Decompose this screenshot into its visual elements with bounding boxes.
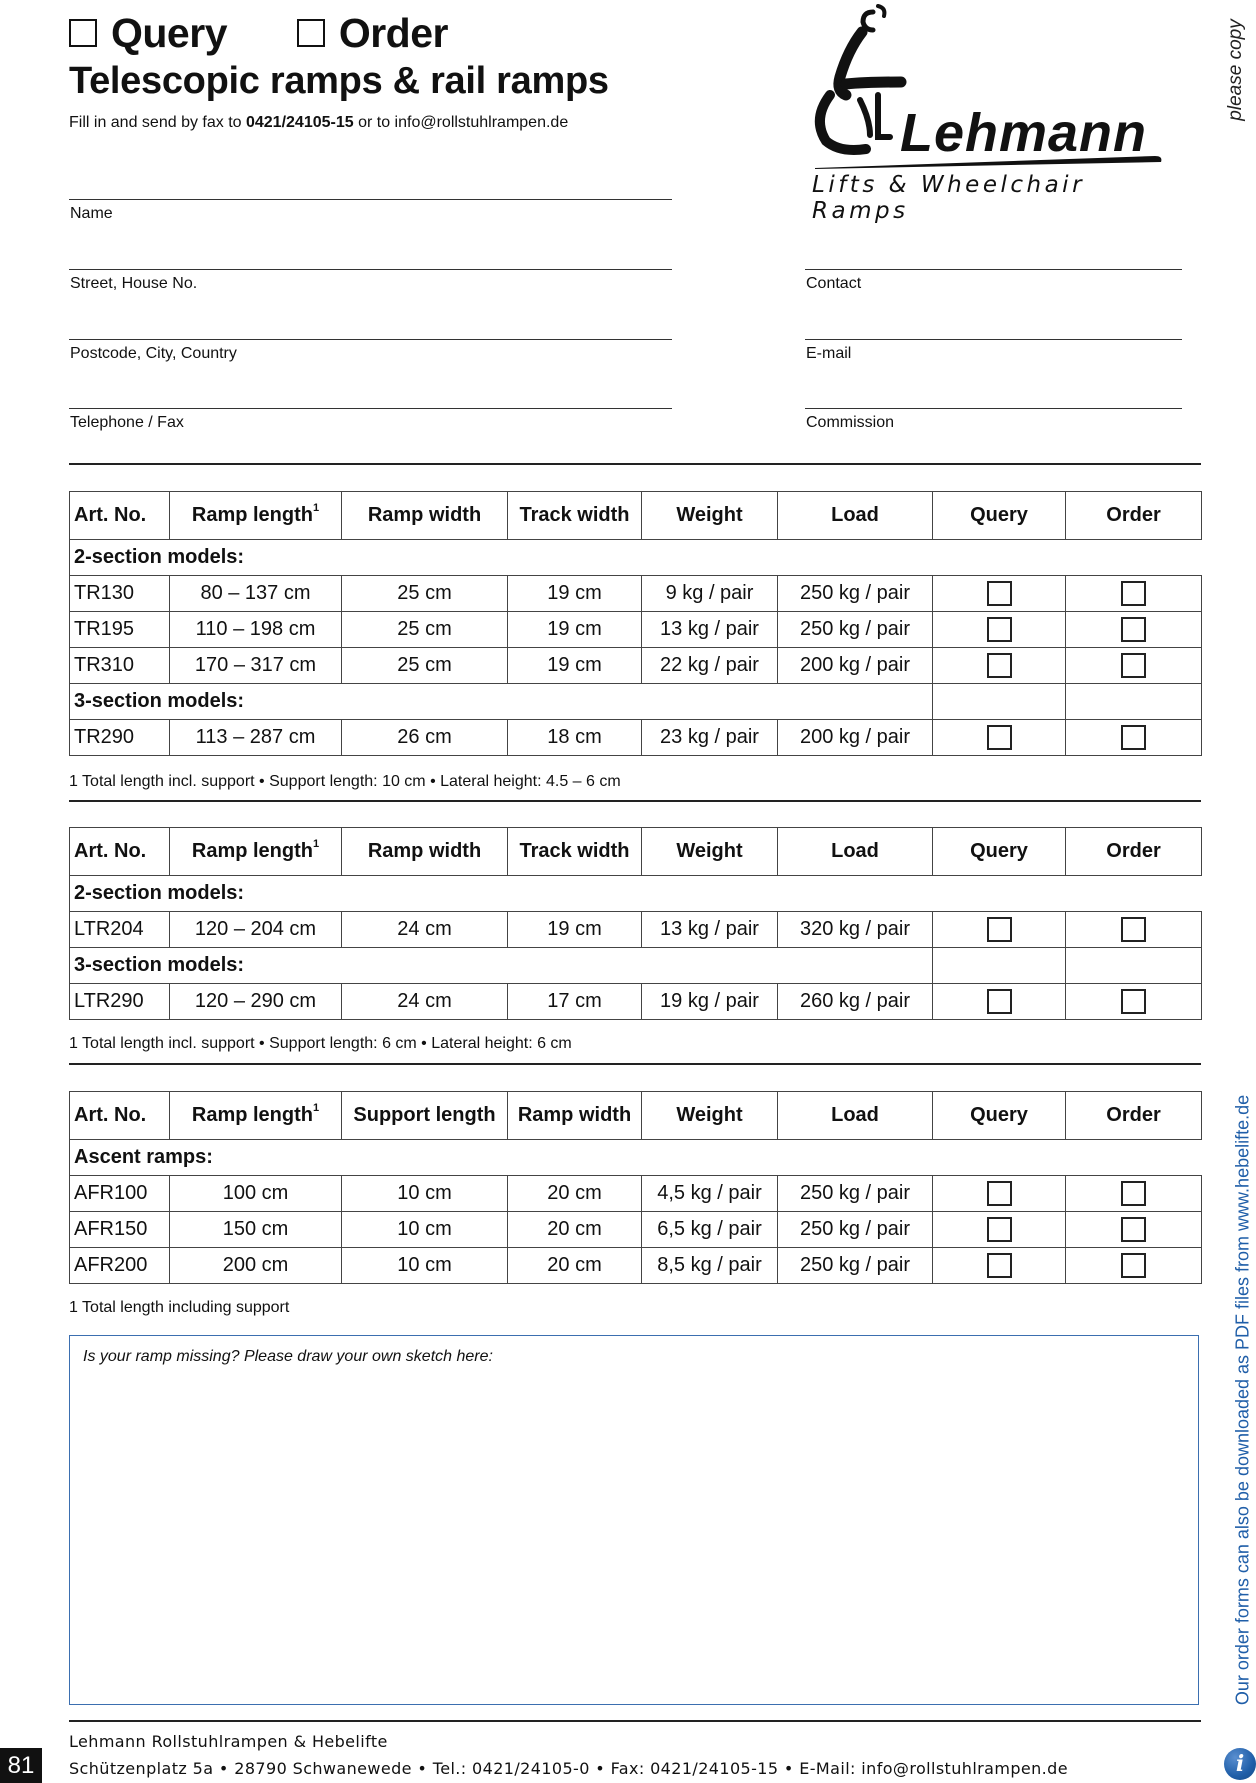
col-art-no: Art. No. — [70, 1092, 170, 1140]
track-width: 17 cm — [508, 984, 642, 1020]
track-width: 19 cm — [508, 612, 642, 648]
commission-field-line[interactable] — [805, 408, 1182, 409]
table-header-row — [70, 828, 1202, 876]
divider — [69, 800, 1201, 802]
col-weight: Weight — [642, 828, 778, 876]
instructions-prefix: Fill in and send by fax to — [69, 114, 246, 131]
section-row — [70, 684, 1202, 720]
section-title: Ascent ramps: — [70, 1140, 1202, 1176]
art-no: TR195 — [70, 612, 170, 648]
order-cell — [1066, 648, 1202, 684]
section-title: 2-section models: — [70, 876, 1202, 912]
table-header-row — [70, 1092, 1202, 1140]
load: 250 kg / pair — [778, 576, 933, 612]
order-cell — [1066, 912, 1202, 948]
col-query: Query — [933, 1092, 1066, 1140]
lehmann-logo — [800, 0, 1170, 224]
weight: 13 kg / pair — [642, 612, 778, 648]
col-ramp-length: Ramp length$^1$ — [170, 492, 342, 540]
col-load: Load — [778, 492, 933, 540]
order-cell — [1066, 612, 1202, 648]
load: 250 kg / pair — [778, 612, 933, 648]
instructions — [69, 114, 568, 132]
postcode-label: Postcode, City, Country — [70, 345, 237, 362]
art-no: AFR150 — [70, 1212, 170, 1248]
col-ramp-width: Ramp width — [342, 492, 508, 540]
email-field-line[interactable] — [805, 339, 1182, 340]
query-cell — [933, 576, 1066, 612]
track-width: 19 cm — [508, 576, 642, 612]
please-copy-note: please copy — [1225, 19, 1246, 121]
order-checkbox[interactable] — [1121, 653, 1146, 678]
art-no: TR130 — [70, 576, 170, 612]
footer-address: Schützenplatz 5a • 28790 Schwanewede • Tel.: 0421/24105-0 • Fax: 0421/24105-15 • E-Mail: info@rollstuhlrampen.de — [69, 1759, 1068, 1778]
table-row — [70, 912, 1202, 948]
telephone-label: Telephone / Fax — [70, 414, 184, 431]
query-cell — [933, 1212, 1066, 1248]
order-checkbox[interactable] — [1121, 989, 1146, 1014]
query-checkbox[interactable] — [987, 653, 1012, 678]
table-row — [70, 984, 1202, 1020]
empty-cell — [1066, 684, 1202, 720]
table-2-footnote: 1 Total length incl. support • Support length: 6 cm • Lateral height: 6 cm — [69, 1035, 572, 1052]
ramp-width: 26 cm — [342, 720, 508, 756]
col-load: Load — [778, 828, 933, 876]
col-order: Order — [1066, 492, 1202, 540]
postcode-field-line[interactable] — [69, 339, 672, 340]
order-checkbox[interactable] — [1121, 617, 1146, 642]
order-cell — [1066, 984, 1202, 1020]
ramp-length: 80 – 137 cm — [170, 576, 342, 612]
logo-swoosh — [815, 152, 1165, 172]
order-checkbox[interactable] — [1121, 1217, 1146, 1242]
weight: 19 kg / pair — [642, 984, 778, 1020]
col-query: Query — [933, 492, 1066, 540]
query-checkbox[interactable] — [987, 581, 1012, 606]
art-no: AFR100 — [70, 1176, 170, 1212]
query-checkbox[interactable] — [987, 1217, 1012, 1242]
query-cell — [933, 1248, 1066, 1284]
ramp-width: 20 cm — [508, 1248, 642, 1284]
col-weight: Weight — [642, 492, 778, 540]
query-checkbox[interactable] — [69, 10, 111, 56]
instructions-mid: or to — [353, 114, 395, 131]
load: 200 kg / pair — [778, 720, 933, 756]
section-row — [70, 540, 1202, 576]
query-cell — [933, 984, 1066, 1020]
rail-ramps-table — [69, 827, 1202, 1020]
table-row — [70, 576, 1202, 612]
section-row — [70, 876, 1202, 912]
order-checkbox-box[interactable] — [297, 19, 325, 47]
section-row — [70, 948, 1202, 984]
query-checkbox[interactable] — [987, 725, 1012, 750]
name-field-line[interactable] — [69, 199, 672, 200]
support-length: 10 cm — [342, 1176, 508, 1212]
col-order: Order — [1066, 828, 1202, 876]
weight: 22 kg / pair — [642, 648, 778, 684]
load: 320 kg / pair — [778, 912, 933, 948]
support-length: 10 cm — [342, 1248, 508, 1284]
footer-divider — [69, 1720, 1201, 1722]
weight: 13 kg / pair — [642, 912, 778, 948]
ramp-length: 150 cm — [170, 1212, 342, 1248]
order-checkbox[interactable] — [1121, 1253, 1146, 1278]
table-header-row — [70, 492, 1202, 540]
ramp-length: 113 – 287 cm — [170, 720, 342, 756]
weight: 6,5 kg / pair — [642, 1212, 778, 1248]
col-track-width: Track width — [508, 492, 642, 540]
query-cell — [933, 912, 1066, 948]
col-ramp-width: Ramp width — [508, 1092, 642, 1140]
load: 250 kg / pair — [778, 1176, 933, 1212]
table-row — [70, 1176, 1202, 1212]
order-checkbox[interactable] — [1121, 581, 1146, 606]
name-label: Name — [70, 205, 113, 222]
order-checkbox[interactable] — [1121, 725, 1146, 750]
table-row — [70, 1212, 1202, 1248]
info-icon: i — [1224, 1748, 1256, 1780]
empty-cell — [1066, 948, 1202, 984]
weight: 9 kg / pair — [642, 576, 778, 612]
track-width: 19 cm — [508, 648, 642, 684]
commission-label: Commission — [806, 414, 895, 431]
section-title: 3-section models: — [70, 948, 933, 984]
order-cell — [1066, 1176, 1202, 1212]
contact-field-line[interactable] — [805, 269, 1182, 270]
sketch-area[interactable] — [69, 1335, 1199, 1705]
order-cell — [1066, 720, 1202, 756]
query-cell — [933, 1176, 1066, 1212]
order-checkbox[interactable] — [1121, 917, 1146, 942]
order-cell — [1066, 1212, 1202, 1248]
page-number: 81 — [0, 1748, 42, 1783]
ramp-length: 170 – 317 cm — [170, 648, 342, 684]
header-request-type — [69, 10, 448, 57]
load: 250 kg / pair — [778, 1248, 933, 1284]
download-note: Our order forms can also be downloaded as PDF files from www.hebelifte.de — [1232, 1094, 1253, 1706]
track-width: 19 cm — [508, 912, 642, 948]
weight: 8,5 kg / pair — [642, 1248, 778, 1284]
telephone-field-line[interactable] — [69, 408, 672, 409]
logo-brand: Lehmann — [900, 103, 1148, 163]
query-checkbox[interactable] — [987, 989, 1012, 1014]
section-row — [70, 1140, 1202, 1176]
table-1-footnote: 1 Total length incl. support • Support length: 10 cm • Lateral height: 4.5 – 6 cm — [69, 773, 621, 790]
col-ramp-length: Ramp length$^1$ — [170, 1092, 342, 1140]
table-row — [70, 720, 1202, 756]
ramp-length: 110 – 198 cm — [170, 612, 342, 648]
table-row — [70, 648, 1202, 684]
logo-tagline: Lifts & Wheelchair Ramps — [812, 172, 1086, 224]
query-cell — [933, 720, 1066, 756]
contact-label: Contact — [806, 275, 862, 292]
table-3-footnote: 1 Total length including support — [69, 1299, 290, 1316]
load: 250 kg / pair — [778, 1212, 933, 1248]
order-checkbox[interactable] — [1121, 1181, 1146, 1206]
col-query: Query — [933, 828, 1066, 876]
ramp-length: 120 – 204 cm — [170, 912, 342, 948]
load: 260 kg / pair — [778, 984, 933, 1020]
query-checkbox-box[interactable] — [69, 19, 97, 47]
ramp-width: 24 cm — [342, 912, 508, 948]
query-cell — [933, 612, 1066, 648]
col-ramp-length: Ramp length$^1$ — [170, 828, 342, 876]
table-row — [70, 1248, 1202, 1284]
ramp-width: 20 cm — [508, 1212, 642, 1248]
ramp-width: 20 cm — [508, 1176, 642, 1212]
col-art-no: Art. No. — [70, 492, 170, 540]
empty-cell — [933, 684, 1066, 720]
ramp-length: 120 – 290 cm — [170, 984, 342, 1020]
page-title: Telescopic ramps & rail ramps — [69, 60, 609, 102]
ascent-ramps-table — [69, 1091, 1202, 1284]
query-cell — [933, 648, 1066, 684]
col-weight: Weight — [642, 1092, 778, 1140]
telescopic-ramps-table — [69, 491, 1202, 756]
weight: 23 kg / pair — [642, 720, 778, 756]
street-label: Street, House No. — [70, 275, 198, 292]
col-load: Load — [778, 1092, 933, 1140]
sketch-prompt: Is your ramp missing? Please draw your own sketch here: — [83, 1348, 493, 1365]
col-ramp-width: Ramp width — [342, 828, 508, 876]
empty-cell — [933, 948, 1066, 984]
query-checkbox[interactable] — [987, 1181, 1012, 1206]
divider — [69, 463, 1201, 465]
art-no: TR290 — [70, 720, 170, 756]
ramp-width: 24 cm — [342, 984, 508, 1020]
table-row — [70, 612, 1202, 648]
art-no: LTR204 — [70, 912, 170, 948]
query-checkbox[interactable] — [987, 917, 1012, 942]
ramp-length: 100 cm — [170, 1176, 342, 1212]
order-label: Order — [338, 10, 448, 56]
query-checkbox[interactable] — [987, 1253, 1012, 1278]
col-support-length: Support length — [342, 1092, 508, 1140]
col-track-width: Track width — [508, 828, 642, 876]
art-no: AFR200 — [70, 1248, 170, 1284]
section-title: 2-section models: — [70, 540, 1202, 576]
order-checkbox[interactable] — [297, 10, 339, 56]
support-length: 10 cm — [342, 1212, 508, 1248]
footer-company: Lehmann Rollstuhlrampen & Hebelifte — [69, 1732, 388, 1751]
email-address: info@rollstuhlrampen.de — [394, 114, 569, 131]
col-order: Order — [1066, 1092, 1202, 1140]
order-cell — [1066, 576, 1202, 612]
art-no: TR310 — [70, 648, 170, 684]
art-no: LTR290 — [70, 984, 170, 1020]
ramp-width: 25 cm — [342, 612, 508, 648]
ramp-length: 200 cm — [170, 1248, 342, 1284]
divider — [69, 1063, 1201, 1065]
query-label: Query — [111, 10, 227, 56]
track-width: 18 cm — [508, 720, 642, 756]
fax-number: 0421/24105-15 — [245, 114, 354, 131]
section-title: 3-section models: — [70, 684, 933, 720]
load: 200 kg / pair — [778, 648, 933, 684]
ramp-width: 25 cm — [342, 648, 508, 684]
street-field-line[interactable] — [69, 269, 672, 270]
email-label: E-mail — [806, 345, 852, 362]
query-checkbox[interactable] — [987, 617, 1012, 642]
order-cell — [1066, 1248, 1202, 1284]
ramp-width: 25 cm — [342, 576, 508, 612]
col-art-no: Art. No. — [70, 828, 170, 876]
weight: 4,5 kg / pair — [642, 1176, 778, 1212]
